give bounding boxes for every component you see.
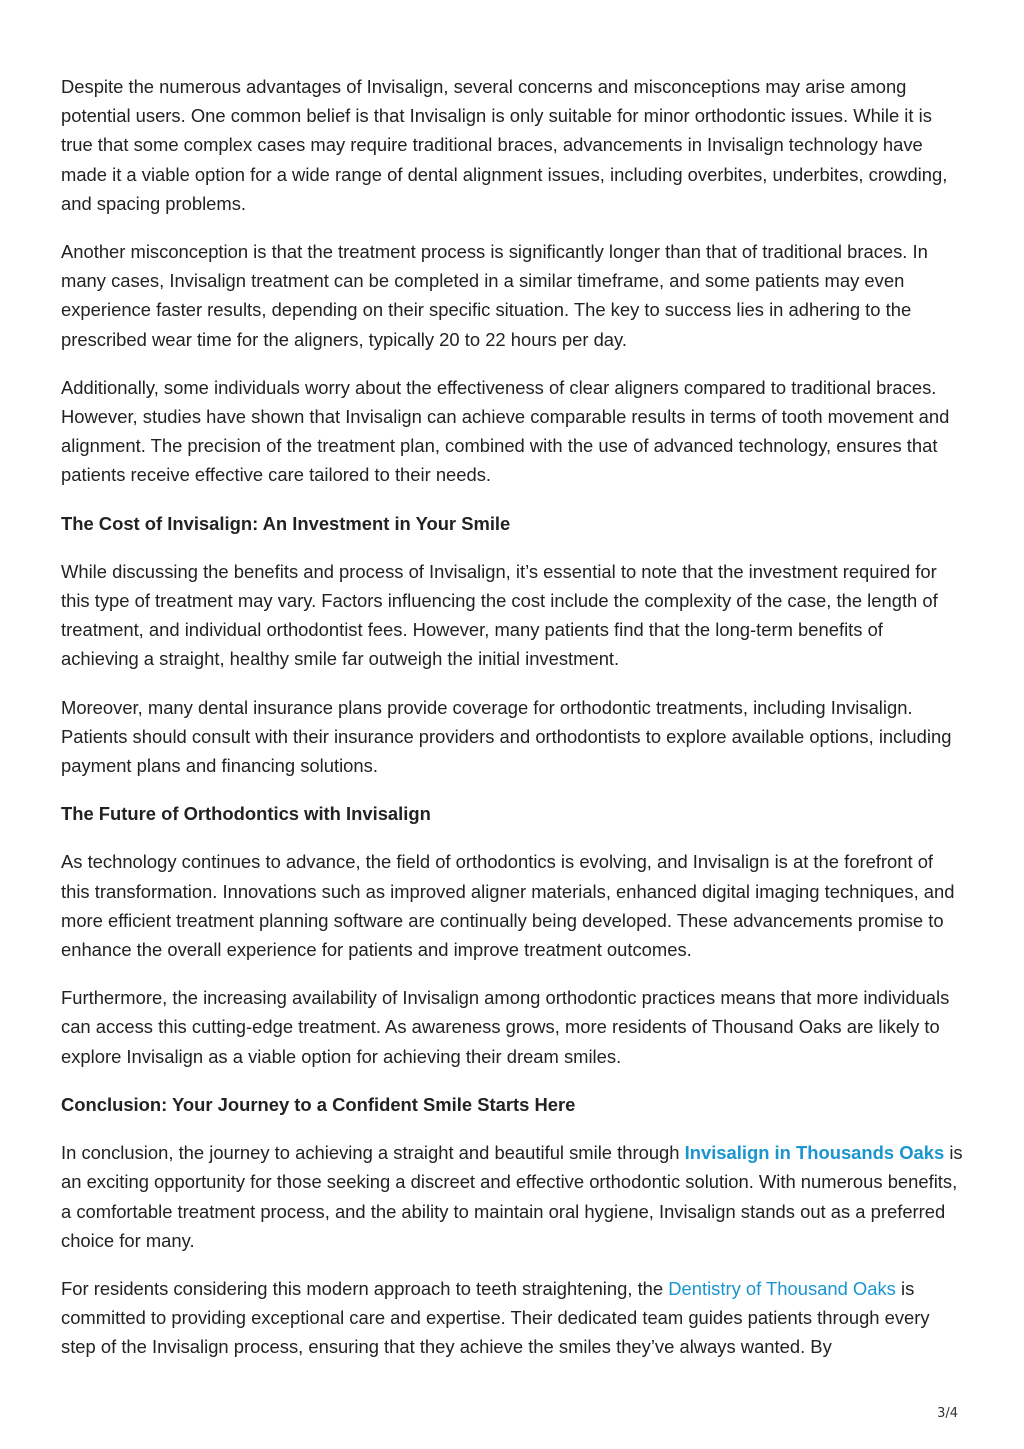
paragraph-insurance: Moreover, many dental insurance plans provide coverage for orthodontic treatments, including Invisalign. Patients should consult with their insurance providers and orthodontists to explore available options, including payment plans and financing solutions.: [61, 696, 952, 777]
paragraph-misconceptions: Despite the numerous advantages of Invisalign, several concerns and misconceptions may arise among potential users. One common belief is that Invisalign is only suitable for minor orthodontic issues. While it is true that some complex cases may require traditional braces, advancements in Invisalign technology have made it a viable option for a wide range of dental alignment issues, including overbites, underbites, crowding, and spacing problems.: [61, 76, 948, 214]
paragraph-conclusion: [61, 1138, 963, 1255]
residents-text-start: For residents considering this modern approach to teeth straightening, the: [61, 1277, 669, 1299]
dentistry-of-thousand-oaks-link[interactable]: Dentistry of Thousand Oaks: [668, 1277, 896, 1299]
invisalign-thousand-oaks-link[interactable]: Invisalign in Thousands Oaks: [684, 1142, 945, 1164]
heading-cost: The Cost of Invisalign: An Investment in Your Smile: [61, 512, 511, 534]
paragraph-availability: Furthermore, the increasing availability of Invisalign among orthodontic practices means that more individuals can access this cutting-edge treatment. As awareness grows, more residents of Thousand Oaks are likely to explore Invisalign as a viable option for achieving their dream smiles.: [61, 987, 950, 1067]
paragraph-technology: As technology continues to advance, the field of orthodontics is evolving, and Invisalign is at the forefront of this transformation. Innovations such as improved aligner materials, enhanced digital imaging techniques, and more efficient treatment planning software are continually being developed. These advancements promise to enhance the overall experience for patients and improve treatment outcomes.: [61, 851, 955, 961]
paragraph-effectiveness: Additionally, some individuals worry about the effectiveness of clear aligners compared to traditional braces. However, studies have shown that Invisalign can achieve comparable results in terms of tooth movement and alignment. The precision of the treatment plan, combined with the use of advanced technology, ensures that patients receive effective care tailored to their needs.: [61, 376, 950, 486]
paragraph-residents: [61, 1274, 963, 1362]
article-body: [61, 72, 963, 1381]
paragraph-treatment-length: Another misconception is that the treatment process is significantly longer than that of traditional braces. In many cases, Invisalign treatment can be completed in a similar timeframe, and some patients may even experience faster results, depending on their specific situation. The key to success lies in adhering to the prescribed wear time for the aligners, typically 20 to 22 hours per day.: [61, 241, 928, 350]
heading-conclusion: Conclusion: Your Journey to a Confident Smile Starts Here: [61, 1093, 576, 1115]
heading-future: The Future of Orthodontics with Invisalign: [61, 803, 431, 825]
conclusion-text-start: In conclusion, the journey to achieving a straight and beautiful smile through: [61, 1142, 685, 1164]
residents-text-end: is committed to providing exceptional care and expertise. Their dedicated team guides patients through every step of the Invisalign process, ensuring that they achieve the smiles they’ve always wanted. By: [61, 1277, 930, 1358]
page-number: 3/4: [937, 1406, 958, 1421]
paragraph-cost: While discussing the benefits and process of Invisalign, it’s essential to note that the investment required for this type of treatment may vary. Factors influencing the cost include the complexity of the case, the length of treatment, and individual orthodontist fees. However, many patients find that the long-term benefits of achieving a straight, healthy smile far outweigh the initial investment.: [61, 560, 938, 670]
conclusion-text-end: is an exciting opportunity for those seeking a discreet and effective orthodontic solution. With numerous benefits, a comfortable treatment process, and the ability to maintain oral hygiene, Invisalign stands out as a preferred choice for many.: [61, 1142, 963, 1251]
